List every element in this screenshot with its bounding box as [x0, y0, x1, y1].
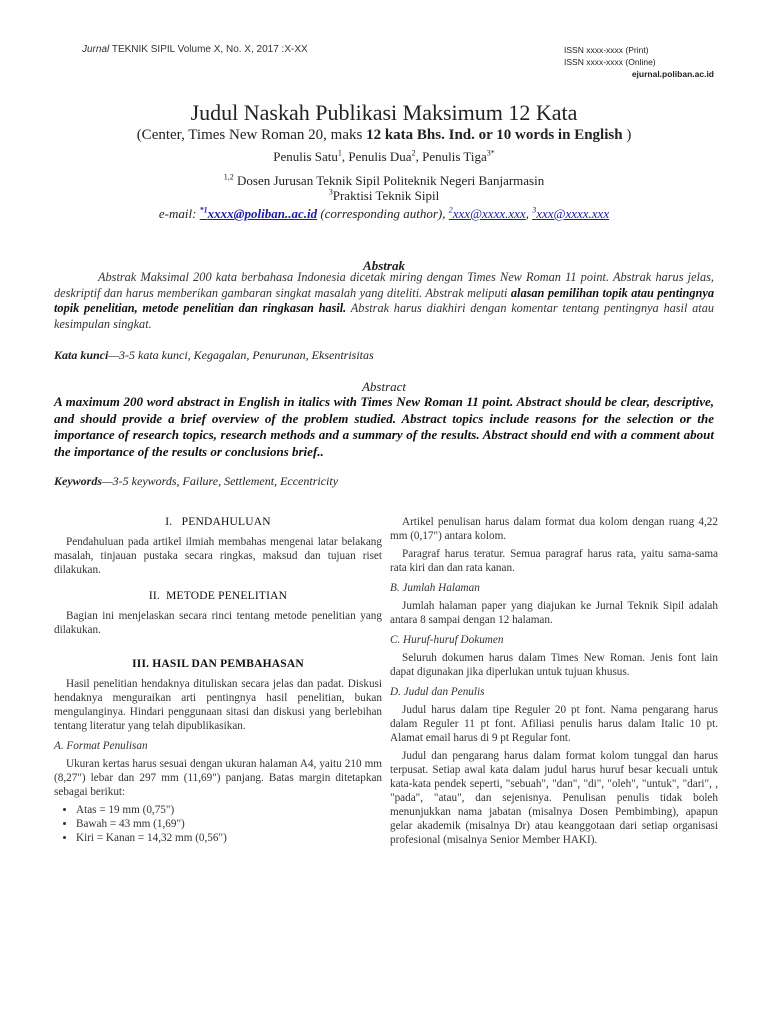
- author-3: , Penulis Tiga: [415, 149, 487, 164]
- subsection-judul-text-1: Judul harus dalam tipe Reguler 20 pt font. Nama pengarang harus dalam Reguler 11 pt font. Afiliasi penulis harus dalam Italic 10 pt. Alamat email harus di 9 pt Regular font.: [390, 704, 718, 744]
- section-hasil-text: Hasil penelitian hendaknya dituliskan secara jelas dan padat. Diskusi hendaknya menguraikan arti pentingnya hasil penelitian, bukan mengulanginya. Hindari penggunaan sitasi dan diskusi yang berlebihan tentang literatur yang telah dipublikasikan.: [54, 678, 382, 732]
- paragraph-kolom: Artikel penulisan harus dalam format dua kolom dengan ruang 4,22 mm (0,17") antara kolom.: [390, 516, 718, 542]
- section-metode-text: Bagian ini menjelaskan secara rinci tentang metode penelitian yang dilakukan.: [54, 610, 382, 636]
- subsection-jumlah-text: Jumlah halaman paper yang diajukan ke Jurnal Teknik Sipil adalah antara 8 sampai dengan 12 halaman.: [390, 600, 718, 626]
- section-2-title: METODE PENELITIAN: [166, 590, 288, 602]
- abstrak-heading: Abstrak: [363, 258, 405, 273]
- email-note: (corresponding author),: [317, 206, 449, 221]
- paper-subtitle: [0, 127, 768, 144]
- email-2: xxx@xxxx.xxx: [452, 206, 526, 221]
- kata-kunci-text: —3-5 kata kunci, Kegagalan, Penurunan, Eksentrisitas: [108, 348, 374, 362]
- affiliations: [0, 173, 768, 203]
- journal-word: Jurnal: [82, 44, 110, 55]
- author-2-sup: 2: [411, 148, 416, 158]
- subtitle-plain: (Center, Times New Roman 20, maks: [136, 127, 367, 143]
- affiliation-2-text: Praktisi Teknik Sipil: [332, 188, 440, 203]
- section-hasil-heading: III. HASIL DAN PEMBAHASAN: [132, 658, 304, 670]
- author-2: , Penulis Dua: [341, 149, 412, 164]
- email-1-link[interactable]: [200, 206, 317, 221]
- affiliation-2: [0, 188, 768, 203]
- issn-block: [564, 44, 714, 80]
- affiliation-1-sup: 1,2: [223, 172, 234, 182]
- section-2-number: II.: [148, 590, 160, 602]
- subtitle-bold: 12 kata Bhs. Ind. or 10 words in English: [366, 127, 623, 143]
- journal-volume: TEKNIK SIPIL Volume X, No. X, 2017 :X-XX: [109, 44, 308, 55]
- author-1: Penulis Satu: [273, 149, 338, 164]
- affiliation-2-sup: 3: [328, 187, 333, 197]
- affiliation-1: [0, 173, 768, 188]
- section-pendahuluan-heading: [54, 515, 382, 529]
- abstract-heading: Abstract: [361, 379, 407, 394]
- list-item: • Bawah = 43 mm (1,69"): [76, 817, 382, 831]
- subsection-format-text: Ukuran kertas harus sesuai dengan ukuran halaman A4, yaitu 210 mm (8,27") lebar dan 297 mm (11,69") panjang. Batas margin ditetapkan sebagai berikut:: [54, 758, 382, 798]
- abstract-body: A maximum 200 word abstract in English in italics with Times New Roman 11 point. Abstract should be clear, descriptive, and should provide a brief overview of the problem studied. Abstract topics include reasons for the selection or the importance of research topics, research methods and a summary of the results. Abstract should end with a comment about the importance of the results or conclusions brief..: [54, 394, 714, 459]
- subtitle-end: ): [622, 127, 632, 143]
- author-3-sup: 3*: [486, 148, 495, 158]
- subsection-jumlah-heading: B. Jumlah Halaman: [390, 582, 480, 594]
- email-2-sup: 2: [448, 205, 453, 215]
- issn-online: ISSN xxxx-xxxx (Online): [564, 57, 656, 67]
- kata-kunci-label: Kata kunci: [54, 348, 109, 362]
- email-1: xxxx@poliban..ac.id: [207, 206, 318, 221]
- right-column: [390, 515, 718, 851]
- keywords-text: —3-5 keywords, Failure, Settlement, Eccentricity: [102, 474, 339, 488]
- journal-site: ejurnal.poliban.ac.id: [631, 69, 714, 79]
- author-list: [0, 149, 768, 165]
- section-metode-heading: [54, 589, 382, 603]
- subsection-judul-text-2: Judul dan pengarang harus dalam format kolom tunggal dan harus terpusat. Setiap awal kata dalam judul harus huruf besar kecuali untuk kata-kata pendek seperti, "sebuah", "dan", "di", "oleh", "untuk", "dari", , "pada", "atau", dan sejenisnya. Penulisan penulis tidak boleh menunjukkan nama jabatan (misalnya Dosen Pembimbing), apapun gelar akademik (misalnya Dr) atau keanggotaan dari setiap organisasi profesional (misalnya Senior Member HAKI).: [390, 750, 718, 846]
- kata-kunci: [54, 348, 714, 363]
- abstrak-part-1: Abstrak Maksimal 200 kata berbahasa Indonesia dicetak miring dengan Times New Roman 11 point. Abstrak harus jelas, deskriptif dan harus memberikan gambaran singkat masalah yang diteliti. Abstrak meliputi: [54, 270, 714, 300]
- journal-header: [82, 44, 308, 55]
- email-3-sup: 3: [532, 205, 537, 215]
- email-label: e-mail:: [158, 206, 200, 221]
- abstrak-body: [54, 270, 714, 332]
- list-item: • Kiri = Kanan = 14,32 mm (0,56"): [76, 831, 382, 845]
- email-1-sup: *1: [199, 205, 208, 215]
- list-item: • Atas = 19 mm (0,75"): [76, 803, 382, 817]
- section-1-number: I.: [165, 516, 173, 528]
- subsection-judul-heading: D. Judul dan Penulis: [390, 686, 485, 698]
- keywords: [54, 474, 714, 489]
- email-line: [0, 206, 768, 222]
- paper-title: Judul Naskah Publikasi Maksimum 12 Kata: [190, 100, 578, 125]
- section-1-title: PENDAHULUAN: [181, 516, 271, 528]
- paragraph-rata: Paragraf harus teratur. Semua paragraf harus rata, yaitu sama-sama rata kiri dan dan rata kanan.: [390, 548, 718, 574]
- subsection-huruf-heading: C. Huruf-huruf Dokumen: [390, 634, 504, 646]
- email-sep: ,: [525, 206, 533, 221]
- margin-list: [54, 803, 382, 845]
- email-3-link[interactable]: [532, 206, 609, 221]
- email-3: xxx@xxxx.xxx: [536, 206, 610, 221]
- keywords-label: Keywords: [54, 474, 102, 488]
- section-pendahuluan-text: Pendahuluan pada artikel ilmiah membahas mengenai latar belakang masalah, tinjauan pustaka secara ringkas, maksud dan tujuan riset dilakukan.: [54, 536, 382, 576]
- left-column: [54, 515, 382, 845]
- abstrak-bold: alasan pemilihan topik atau pentingnya topik penelitian, metode penelitian dan ringkasan hasil.: [54, 285, 714, 316]
- affiliation-1-text: Dosen Jurusan Teknik Sipil Politeknik Negeri Banjarmasin: [233, 173, 545, 188]
- author-1-sup: 1: [337, 148, 342, 158]
- subsection-format-heading: A. Format Penulisan: [54, 740, 148, 752]
- subsection-huruf-text: Seluruh dokumen harus dalam Times New Roman. Jenis font lain dapat digunakan jika diperlukan untuk tujuan khusus.: [390, 652, 718, 678]
- email-2-link[interactable]: [449, 206, 526, 221]
- issn-print: ISSN xxxx-xxxx (Print): [564, 45, 649, 55]
- abstrak-part-2: Abstrak harus diakhiri dengan komentar tentang pentingnya hasil atau kesimpulan singkat.: [54, 301, 714, 331]
